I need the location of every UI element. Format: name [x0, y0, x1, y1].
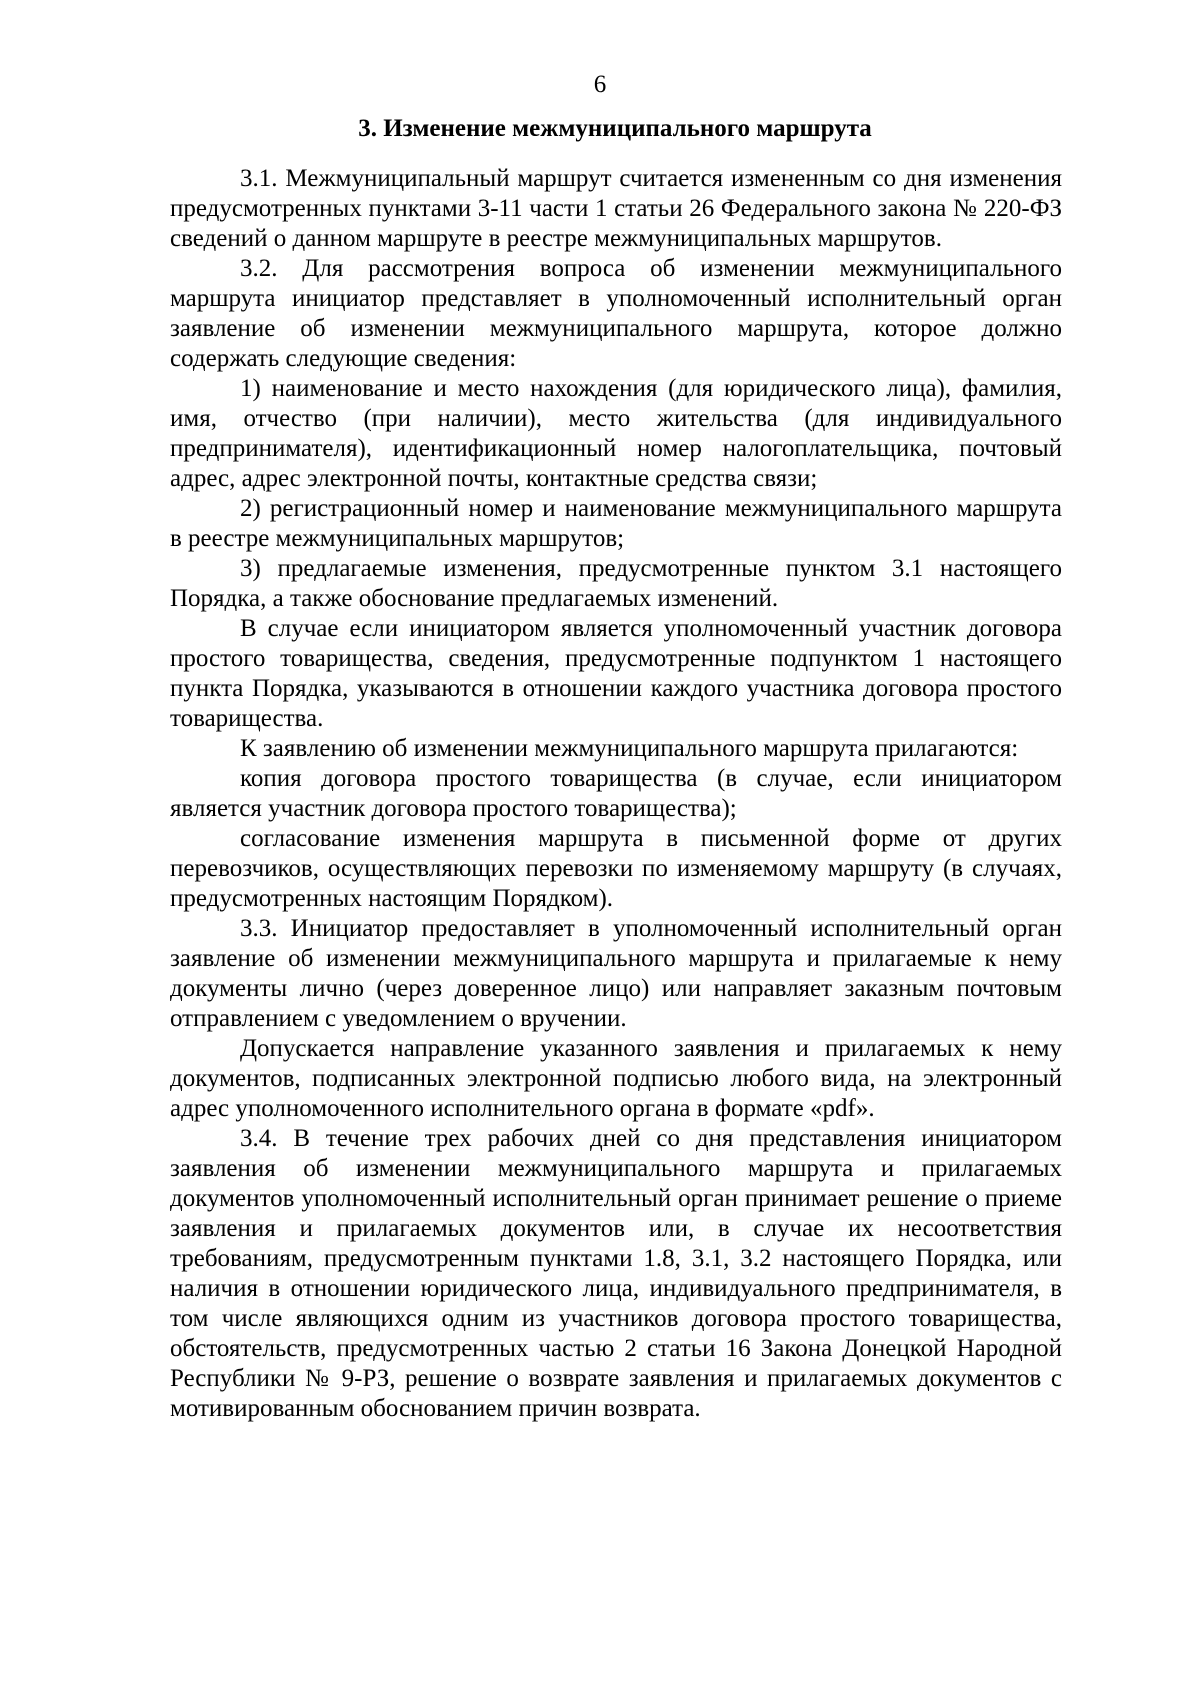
- paragraph-3-3: 3.3. Инициатор предоставляет в уполномоченный исполнительный орган заявление об изменении межмуниципального маршрута и прилагаемые к нему документы лично (через доверенное лицо) или направляет заказным почтовым отправлением с уведомлением о вручении.: [170, 915, 1062, 1032]
- list-item-1: 1) наименование и место нахождения (для юридического лица), фамилия, имя, отчество (при наличии), место жительства (для индивидуального предпринимателя), идентификационный номер налогоплательщика, почтовый адрес, адрес электронной почты, контактные средства связи;: [170, 375, 1062, 492]
- list-item-2: 2) регистрационный номер и наименование межмуниципального маршрута в реестре межмуниципальных маршрутов;: [170, 495, 1062, 552]
- attachment-item-approval: согласование изменения маршрута в письменной форме от других перевозчиков, осуществляющих перевозки по изменяемому маршруту (в случаях, предусмотренных настоящим Порядком).: [170, 825, 1062, 912]
- paragraph-3-2: 3.2. Для рассмотрения вопроса об изменении межмуниципального маршрута инициатор представляет в уполномоченный исполнительный орган заявление об изменении межмуниципального маршрута, которое должно содержать следующие сведения:: [170, 255, 1062, 372]
- paragraph-electronic-submission: Допускается направление указанного заявления и прилагаемых к нему документов, подписанных электронной подписью любого вида, на электронный адрес уполномоченного исполнительного органа в формате «pdf».: [170, 1035, 1062, 1122]
- document-body: [170, 164, 1062, 1424]
- paragraph-3-1: 3.1. Межмуниципальный маршрут считается измененным со дня изменения предусмотренных пунктами 3-11 части 1 статьи 26 Федерального закона № 220-ФЗ сведений о данном маршруте в реестре межмуниципальных маршрутов.: [170, 165, 1062, 252]
- paragraph-attachments-intro: К заявлению об изменении межмуниципального маршрута прилагаются:: [240, 735, 1019, 762]
- paragraph-partnership-note: В случае если инициатором является уполномоченный участник договора простого товарищества, сведения, предусмотренные подпунктом 1 настоящего пункта Порядка, указываются в отношении каждого участника договора простого товарищества.: [170, 615, 1062, 732]
- page-number: 6: [593, 71, 607, 98]
- paragraph-3-4: 3.4. В течение трех рабочих дней со дня представления инициатором заявления об изменении межмуниципального маршрута и прилагаемых документов уполномоченный исполнительный орган принимает решение о приеме заявления и прилагаемых документов или, в случае их несоответствия требованиям, предусмотренным пунктами 1.8, 3.1, 3.2 настоящего Порядка, или наличия в отношении юридического лица, индивидуального предпринимателя, в том числе являющихся одним из участников договора простого товарищества, обстоятельств, предусмотренных частью 2 статьи 16 Закона Донецкой Народной Республики № 9-РЗ, решение о возврате заявления и прилагаемых документов с мотивированным обоснованием причин возврата.: [170, 1125, 1062, 1422]
- attachment-item-contract: копия договора простого товарищества (в случае, если инициатором является участник договора простого товарищества);: [170, 765, 1062, 822]
- section-heading: 3. Изменение межмуниципального маршрута: [358, 115, 872, 142]
- list-item-3: 3) предлагаемые изменения, предусмотренные пунктом 3.1 настоящего Порядка, а также обоснование предлагаемых изменений.: [170, 555, 1062, 612]
